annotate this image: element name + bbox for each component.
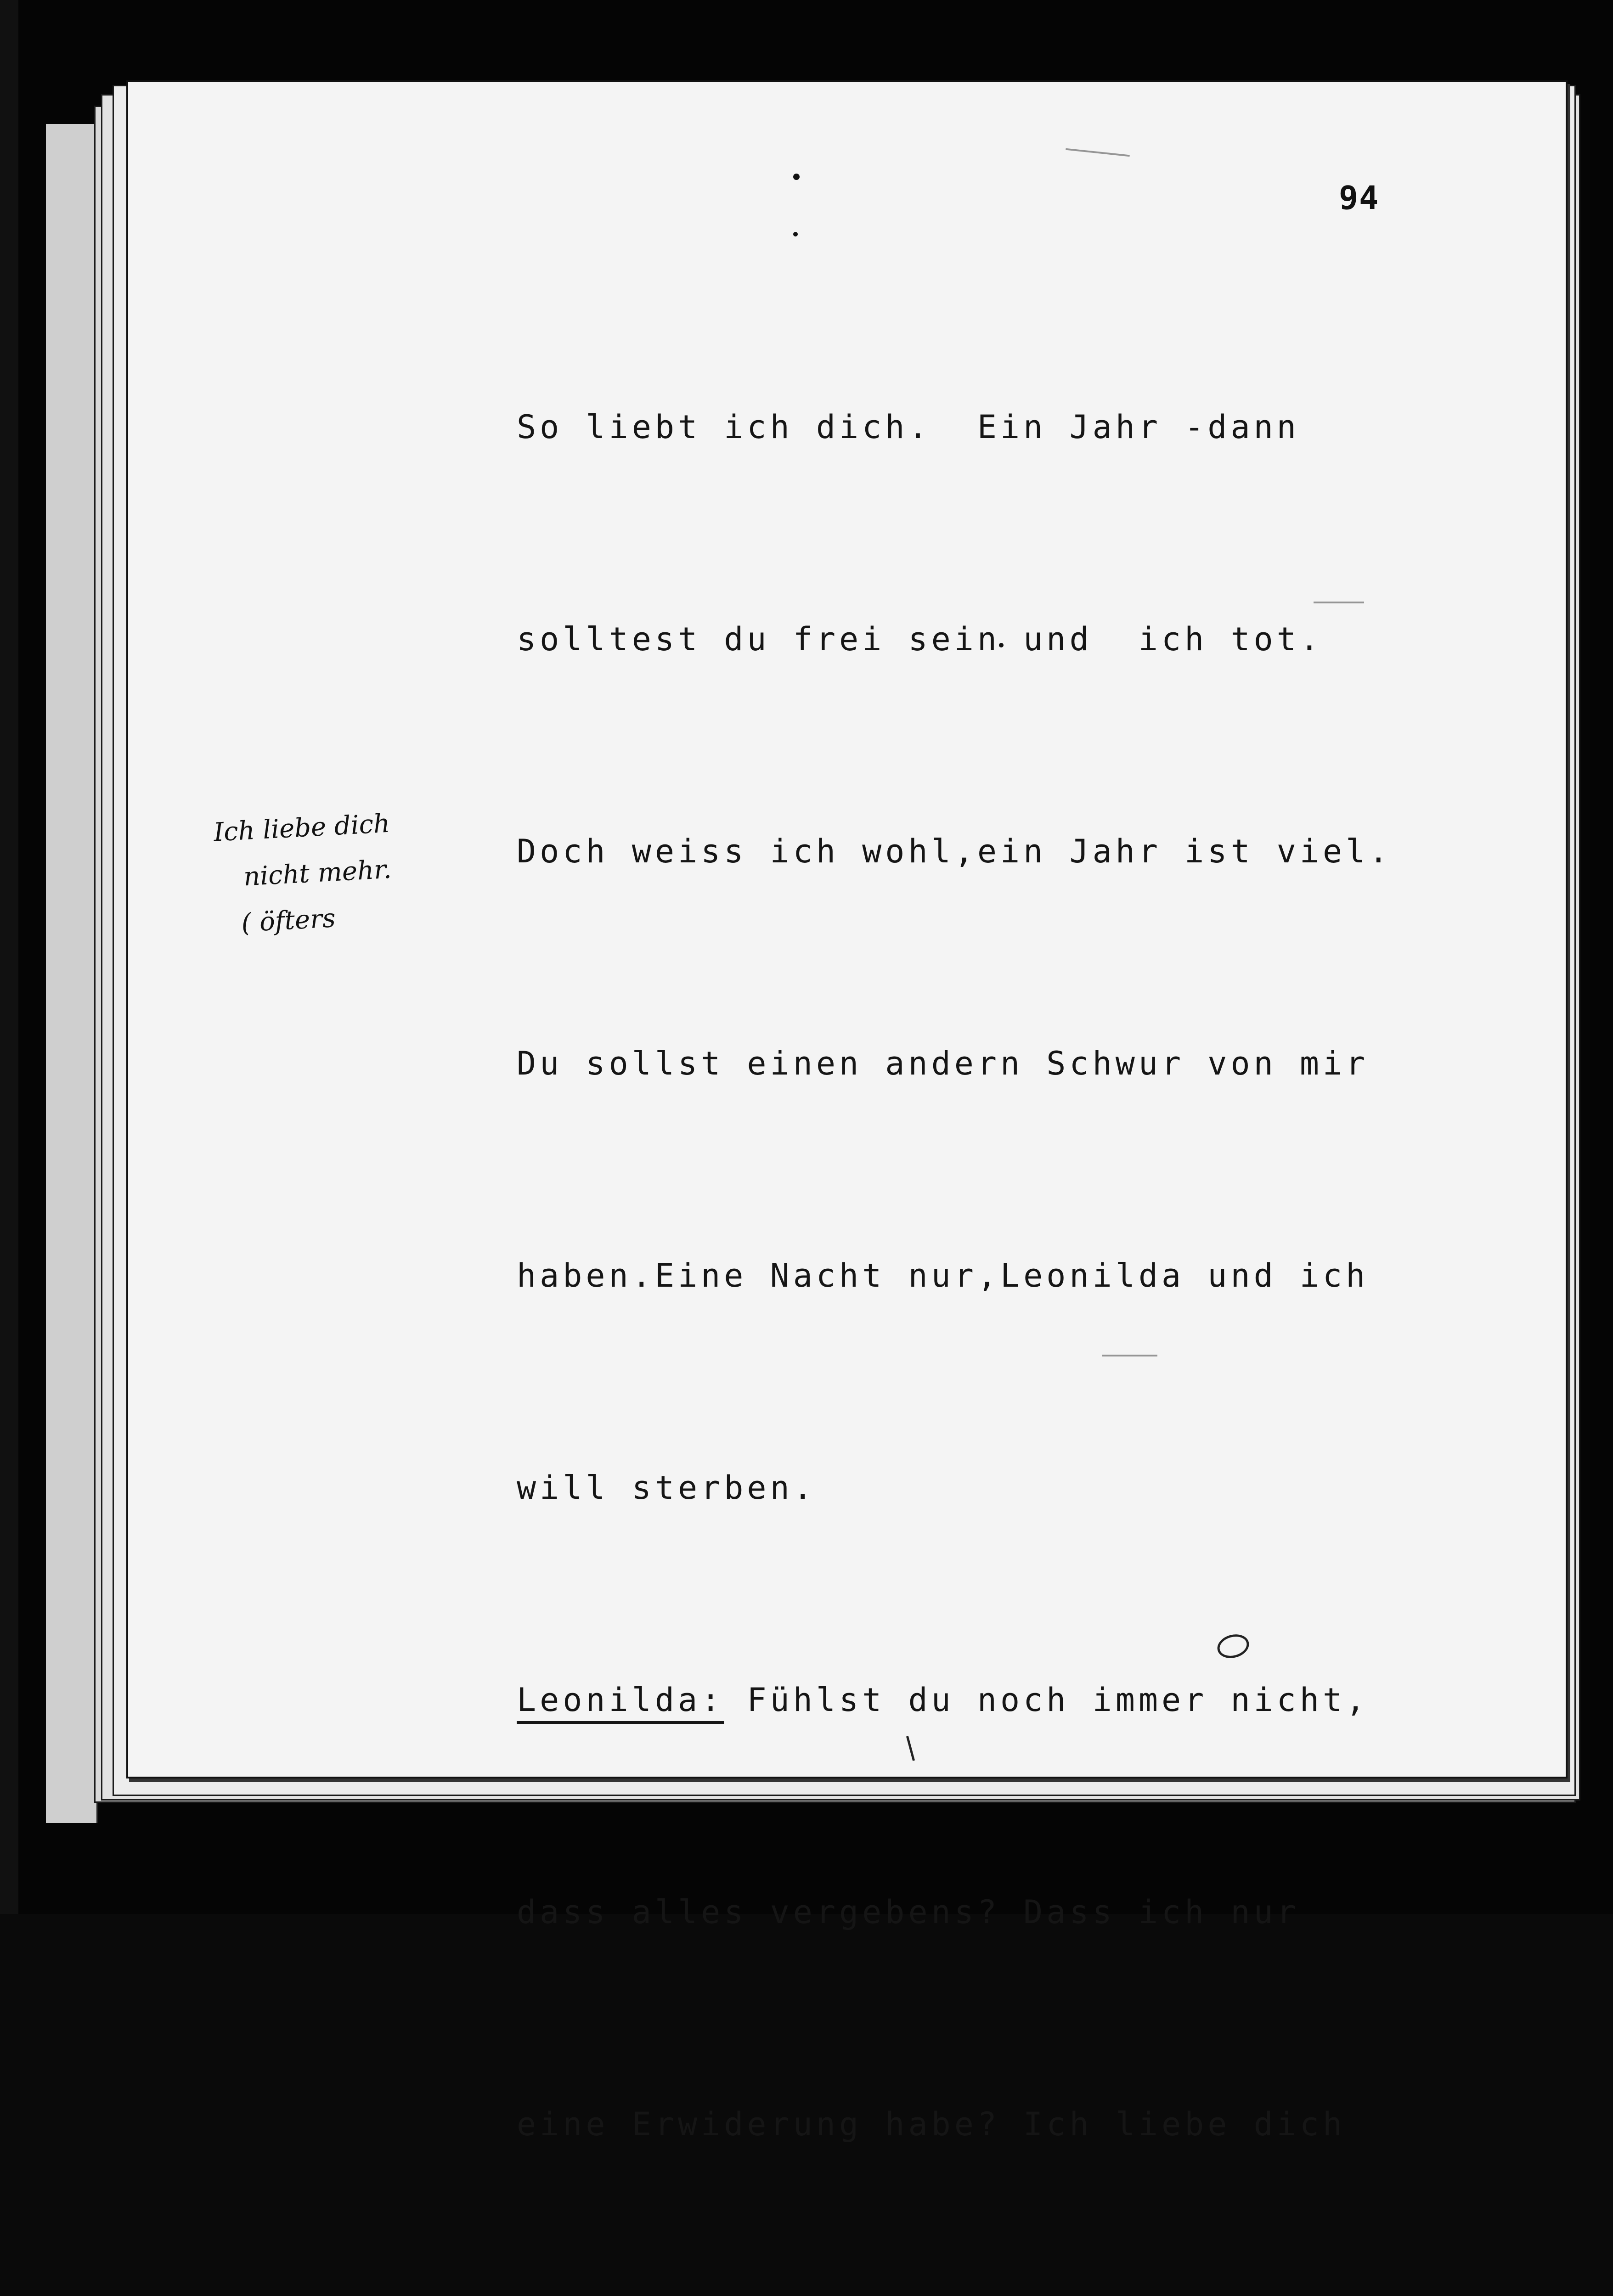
- page-number: 94: [1339, 179, 1380, 217]
- adjacent-page-edge: [46, 124, 98, 1823]
- line-text: will sterben.: [517, 1469, 816, 1507]
- text-line: [517, 1877, 1444, 1947]
- dialogue-line: [517, 1665, 1444, 1735]
- ink-dot: [793, 174, 800, 180]
- text-line: [517, 1452, 1444, 1523]
- margin-note-line: ( öfters: [240, 903, 337, 938]
- line-text: So liebt ich dich. Ein Jahr -dann: [517, 408, 1300, 446]
- scan-left-edge: [0, 0, 18, 1914]
- text-line: [517, 816, 1444, 887]
- line-text: Du sollst einen andern Schwur von mir: [517, 1045, 1369, 1082]
- handwritten-margin-note: [213, 798, 458, 948]
- text-line: [517, 2089, 1444, 2160]
- margin-note-line: nicht mehr.: [243, 854, 392, 892]
- ink-dot: [793, 232, 798, 236]
- line-text: haben.Eine Nacht nur,Leonilda und ich: [517, 1257, 1369, 1294]
- line-text: eine Erwiderung habe? Ich liebe dich: [517, 2105, 1346, 2143]
- line-text: Doch weiss ich wohl,ein Jahr ist viel.: [517, 833, 1392, 870]
- text-line: [517, 604, 1444, 675]
- speaker-name: Leonilda:: [517, 1681, 724, 1719]
- text-line: [517, 1240, 1444, 1311]
- margin-note-line: Ich liebe dich: [213, 808, 391, 848]
- typescript-body: [517, 250, 1444, 2296]
- text-line: [517, 392, 1444, 462]
- text-line: [517, 1028, 1444, 1099]
- line-text: Fühlst du noch immer nicht,: [724, 1681, 1369, 1719]
- line-text: dass alles vergebens? Dass ich nur: [517, 1893, 1300, 1931]
- line-text: solltest du frei sein und ich tot.: [517, 620, 1323, 658]
